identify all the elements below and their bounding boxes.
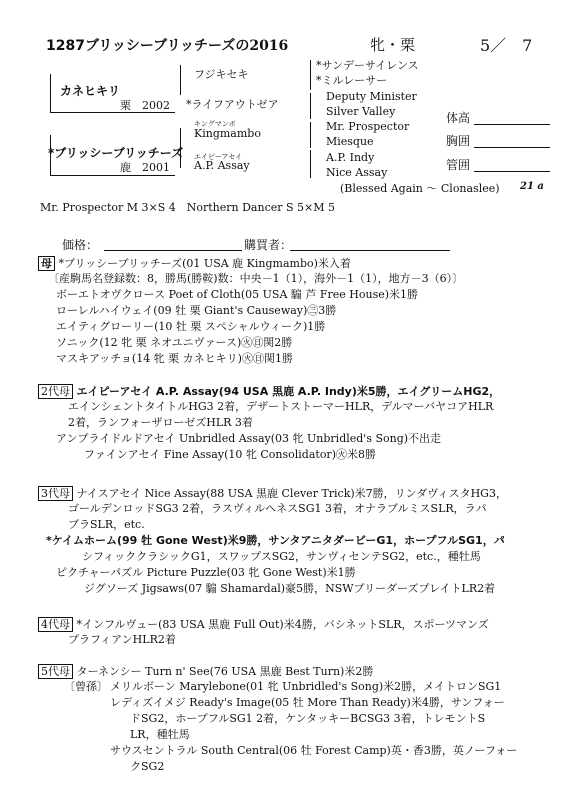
fourth-dam-label: 4代母 bbox=[38, 617, 73, 632]
gen3-7: A.P. Indy bbox=[326, 151, 375, 164]
third-dam-line: ナイスアセイ Nice Assay(88 USA 黒鹿 Clever Trick)米7勝，リンダヴィスタHG3， bbox=[76, 487, 507, 500]
pedigree-bracket bbox=[310, 60, 311, 90]
sex-color: 牝・栗 bbox=[370, 36, 416, 54]
second-dam-line: ファインアセイ Fine Assay(10 牝 Consolidator)㊋米8勝 bbox=[84, 448, 376, 461]
gen3-1: *サンデーサイレンス bbox=[316, 59, 419, 72]
fifth-dam-line: サウスセントラル South Central(06 牡 Forest Camp)英・香3勝，英ノーフォー bbox=[110, 744, 518, 757]
dam-sire: Kingmambo bbox=[194, 127, 261, 140]
third-dam-line: シフィッククラシックG1，スワップスSG2，サンヴィセンテSG2，etc.，種牡馬 bbox=[82, 550, 481, 563]
blessed-again-note: (Blessed Again ～ Clonaslee) bbox=[340, 182, 500, 195]
third-dam-line: ゴールデンロッドSG3 2着，ラスヴィルヘネスSG1 3着，オナラブルミスSLR，ラパ bbox=[68, 502, 487, 515]
dam-label: 母 bbox=[38, 256, 55, 271]
chest-field[interactable] bbox=[474, 147, 550, 148]
height-label: 体高 bbox=[446, 111, 471, 125]
buyer-label: 購買者： bbox=[244, 238, 293, 252]
dam-dam: A.P. Assay bbox=[194, 159, 250, 172]
third-dam-section bbox=[38, 486, 578, 606]
price-field[interactable] bbox=[104, 250, 242, 251]
lot-number: 1287 bbox=[46, 38, 85, 54]
dam-line: ソニック(12 牝 栗 ネオユニヴァース)㊋㊐関2勝 bbox=[56, 336, 293, 349]
sire-color-year: 栗 2002 bbox=[120, 99, 170, 112]
fifth-dam-line: レディズイメジ Ready's Image(05 牡 More Than Ready)米4勝，サンフォー bbox=[110, 696, 505, 709]
dam-line: エイティグローリー(10 牡 栗 スペシャルウィーク)1勝 bbox=[56, 320, 326, 333]
buyer-field[interactable] bbox=[290, 250, 450, 251]
dam-line: ローレルハイウェイ(09 牡 栗 Giant's Causeway)㊂3勝 bbox=[56, 304, 337, 317]
horse-name: ブリッシーブリッチーズの2016 bbox=[84, 38, 289, 54]
pedigree-bracket bbox=[310, 93, 311, 119]
third-dam-label: 3代母 bbox=[38, 486, 73, 501]
dam-sire-ruby: キングマンボ bbox=[194, 120, 236, 128]
pedigree-line bbox=[50, 175, 175, 176]
pedigree-bracket bbox=[180, 65, 181, 95]
second-dam-line: エインシェントタイトルHG3 2着，デザートストーマーHLR，デルマーバヤコアHLR bbox=[68, 400, 494, 413]
second-dam-label: 2代母 bbox=[38, 384, 73, 399]
dam-color-year: 鹿 2001 bbox=[120, 161, 170, 174]
sire-name: カネヒキリ bbox=[60, 84, 121, 98]
cannon-field[interactable] bbox=[474, 171, 550, 172]
cannon-label: 管囲 bbox=[446, 158, 471, 172]
gen3-3: Deputy Minister bbox=[326, 90, 417, 103]
sale-date: 5／ 7 bbox=[480, 36, 533, 55]
sire-sire: フジキセキ bbox=[194, 68, 249, 81]
fifth-dam-line: クSG2 bbox=[130, 760, 165, 773]
chest-label: 胸囲 bbox=[446, 134, 471, 148]
fifth-dam-line: メリルボーン Marylebone(01 牝 Unbridled's Song)米2勝，メイトロンSG1 bbox=[110, 680, 502, 693]
dam-line: 〔産駒馬名登録数：8，勝馬(勝鞍)数：中央－1（1），海外－1（1），地方－3（6）〕 bbox=[48, 272, 464, 285]
second-dam-line: 2着，ランフォーザローゼズHLR 3着 bbox=[68, 416, 253, 429]
dam-name: *ブリッシーブリッチーズ bbox=[48, 146, 184, 160]
third-dam-line: ブラSLR，etc. bbox=[68, 518, 145, 531]
gen3-5: Mr. Prospector bbox=[326, 120, 410, 133]
second-dam-section bbox=[38, 384, 568, 474]
gen3-2: *ミルレーサー bbox=[316, 74, 388, 87]
second-dam-line: アンブライドルドアセイ Unbridled Assay(03 牝 Unbridled's Song)不出走 bbox=[56, 432, 442, 445]
family-number: 21 a bbox=[520, 181, 544, 192]
fourth-dam-line: *インフルヴュー(83 USA 黒鹿 Full Out)米4勝，バシネットSLR，スポーツマンズ bbox=[76, 618, 489, 631]
fifth-dam-line: 〔曾孫〕 bbox=[64, 680, 108, 693]
pedigree-bracket bbox=[50, 74, 51, 112]
pedigree-bracket bbox=[310, 122, 311, 148]
fourth-dam-line: プラフィアンHLR2着 bbox=[68, 633, 176, 646]
gen3-6: Miesque bbox=[326, 135, 374, 148]
price-label: 価格： bbox=[62, 238, 99, 252]
third-dam-line: ジグソーズ Jigsaws(07 騸 Shamardal)豪5勝，NSWブリーダーズプレイトLR2着 bbox=[84, 582, 496, 595]
gen3-8: Nice Assay bbox=[326, 166, 388, 179]
sire-dam: *ライフアウトゼア bbox=[186, 98, 279, 111]
gen3-4: Silver Valley bbox=[326, 105, 396, 118]
pedigree-bracket bbox=[310, 150, 311, 178]
fifth-dam-line: ターネンシー Turn n' See(76 USA 黒鹿 Best Turn)米2勝 bbox=[76, 665, 374, 678]
dam-line: マスキアッチョ(14 牝 栗 カネヒキリ)㊋㊐関1勝 bbox=[56, 352, 293, 365]
fifth-dam-line: LR，種牡馬 bbox=[130, 728, 190, 741]
dam-line: ボーエトオヴクロース Poet of Cloth(05 USA 騸 芦 Free House)米1勝 bbox=[56, 288, 419, 301]
dam-section bbox=[38, 256, 568, 366]
dam-dam-ruby: エイピーアセイ bbox=[194, 153, 243, 161]
fifth-dam-section bbox=[38, 664, 578, 789]
dam-line: *ブリッシーブリッチーズ(01 USA 鹿 Kingmambo)米入着 bbox=[58, 257, 351, 270]
third-dam-line: *ケイムホーム(99 牡 Gone West)米9勝，サンタアニタダービーG1，ホープフルSG1，パ bbox=[46, 534, 505, 547]
fourth-dam-section bbox=[38, 617, 568, 653]
height-field[interactable] bbox=[474, 124, 550, 125]
lot-title bbox=[46, 35, 288, 55]
second-dam-line: エイピーアセイ A.P. Assay(94 USA 黒鹿 A.P. Indy)米5勝，エイグリームHG2， bbox=[76, 385, 501, 398]
inbreeding: Mr. Prospector M 3×S 4 Northern Dancer S 5×M 5 bbox=[40, 201, 336, 214]
third-dam-line: ピクチャーパズル Picture Puzzle(03 牝 Gone West)米1勝 bbox=[56, 566, 356, 579]
fifth-dam-label: 5代母 bbox=[38, 664, 73, 679]
fifth-dam-line: ドSG2，ホープフルSG1 2着，ケンタッキーBCSG3 3着，トレモントS bbox=[130, 712, 486, 725]
